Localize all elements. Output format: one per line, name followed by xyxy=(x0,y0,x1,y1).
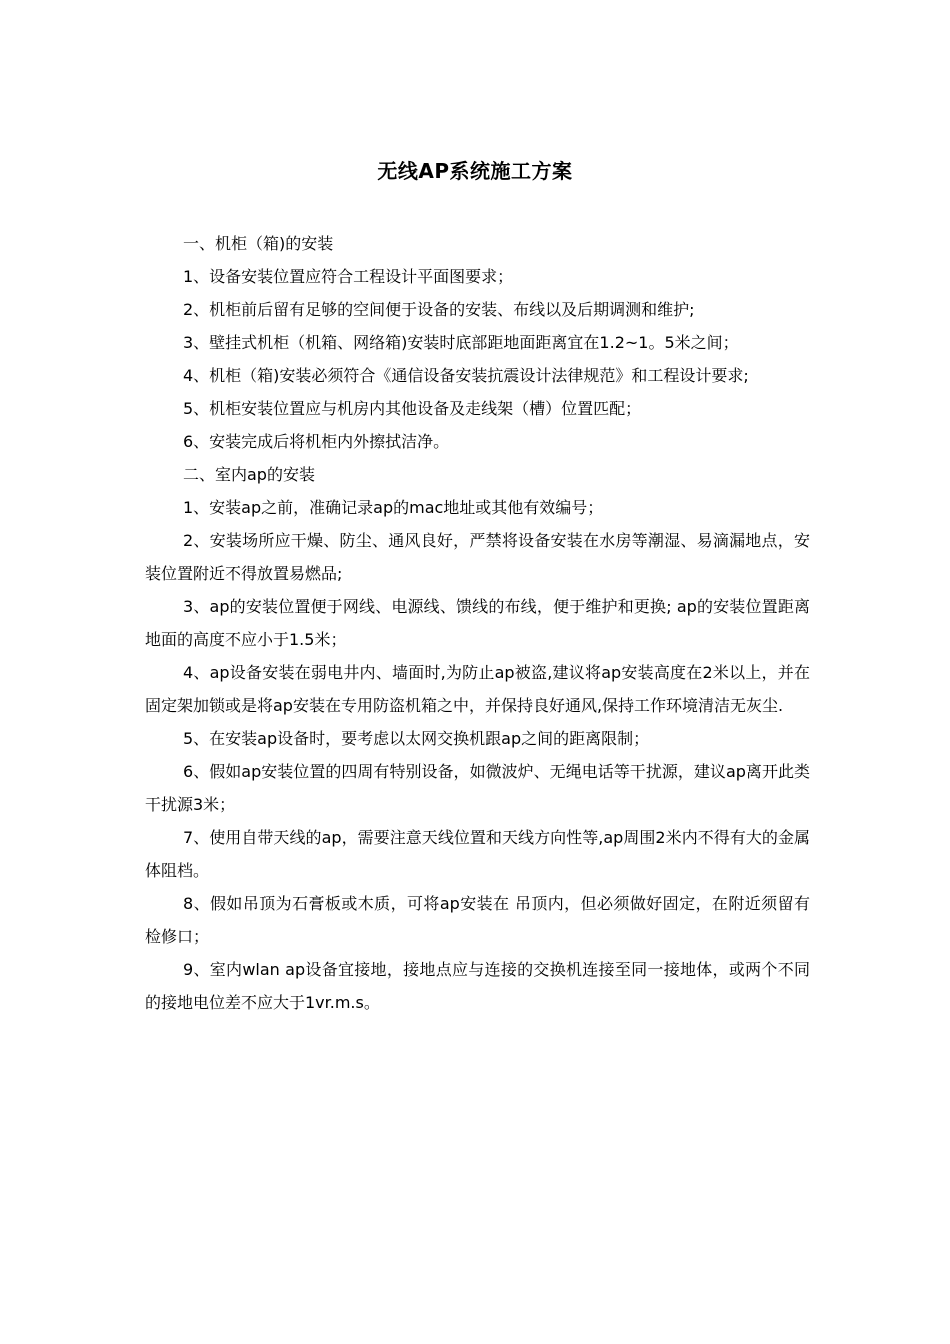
section-heading: 二、室内ap的安装 xyxy=(183,465,315,484)
paragraph: 2、机柜前后留有足够的空间便于设备的安装、布线以及后期调测和维护; xyxy=(183,300,695,319)
paragraph: 1、设备安装位置应符合工程设计平面图要求； xyxy=(183,267,514,286)
paragraph: 7、使用自带天线的ap，需要注意天线位置和天线方向性等,ap周围2米内不得有大的金属体阻档。 xyxy=(145,828,810,880)
document-title: 无线AP系统施工方案 xyxy=(377,159,573,183)
paragraph: 5、机柜安装位置应与机房内其他设备及走线架（槽）位置匹配； xyxy=(183,399,642,418)
paragraph: 9、室内wlan ap设备宜接地，接地点应与连接的交换机连接至同一接地体，或两个不同的接地电位差不应大于1vr.m.s。 xyxy=(145,960,810,1012)
paragraph: 3、ap的安装位置便于网线、电源线、馈线的布线，便于维护和更换; ap的安装位置距离地面的高度不应小于1.5米； xyxy=(145,597,810,649)
paragraph: 3、壁挂式机柜（机箱、网络箱)安装时底部距地面距离宜在1.2~1。5米之间； xyxy=(183,333,739,352)
paragraph: 6、假如ap安装位置的四周有特别设备，如微波炉、无绳电话等干扰源，建议ap离开此类干扰源3米； xyxy=(145,762,810,814)
section-heading: 一、机柜（箱)的安装 xyxy=(183,234,334,253)
paragraph: 1、安装ap之前，准确记录ap的mac地址或其他有效编号； xyxy=(183,498,604,517)
paragraph: 8、假如吊顶为石膏板或木质，可将ap安装在 吊顶内，但必须做好固定，在附近须留有检修口； xyxy=(145,894,810,946)
paragraph: 4、ap设备安装在弱电井内、墙面时,为防止ap被盗,建议将ap安装高度在2米以上，并在固定架加锁或是将ap安装在专用防盗机箱之中，并保持良好通风,保持工作环境清洁无灰尘. xyxy=(145,663,810,715)
paragraph: 6、安装完成后将机柜内外擦拭洁净。 xyxy=(183,432,450,451)
paragraph: 5、在安装ap设备时，要考虑以太网交换机跟ap之间的距离限制； xyxy=(183,729,650,748)
paragraph: 4、机柜（箱)安装必须符合《通信设备安装抗震设计法律规范》和工程设计要求; xyxy=(183,366,749,385)
paragraph: 2、安装场所应干燥、防尘、通风良好，严禁将设备安装在水房等潮湿、易滴漏地点，安装位置附近不得放置易燃品; xyxy=(145,531,810,583)
document-body xyxy=(145,227,810,1019)
